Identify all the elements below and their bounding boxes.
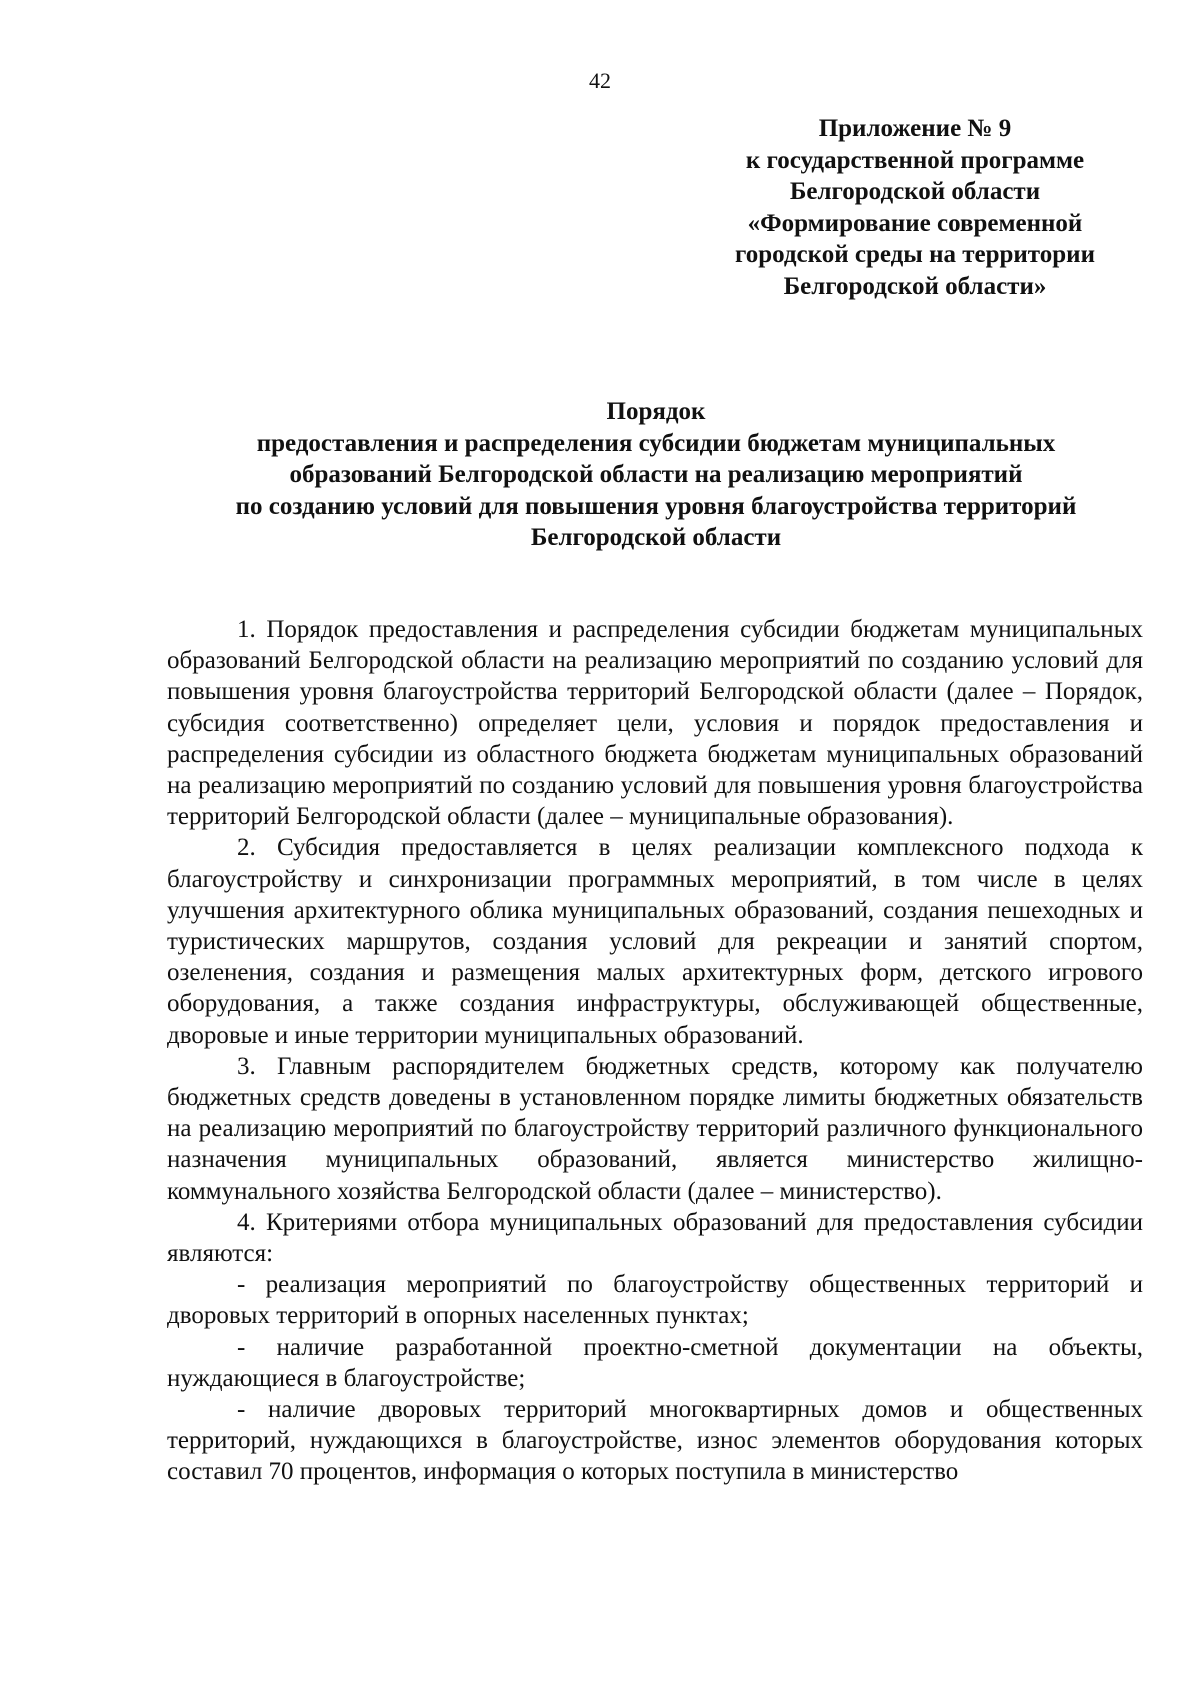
title-line: образований Белгородской области на реализацию мероприятий bbox=[289, 461, 1023, 488]
title-line: предоставления и распределения субсидии бюджетам муниципальных bbox=[256, 429, 1056, 457]
title-line: Белгородской области bbox=[530, 524, 782, 551]
page-number: 42 bbox=[589, 68, 611, 93]
criteria-item-2: - наличие разработанной проектно-сметной документации на объекты, нуждающиеся в благоустройстве; bbox=[167, 1333, 1143, 1392]
document-body bbox=[167, 614, 1143, 1488]
title-line: Порядок bbox=[606, 398, 706, 425]
criteria-item-3: - наличие дворовых территорий многоквартирных домов и общественных территорий, нуждающихся в благоустройстве, износ элементов оборудования которых составил 70 процентов, информация о которых поступила в министерство bbox=[167, 1396, 1143, 1486]
paragraph-2: 2. Субсидия предоставляется в целях реализации комплексного подхода к благоустройству и синхронизации программных мероприятий, в том числе в целях улучшения архитектурного облика муниципальных образований, создания пешеходных и туристических маршрутов, создания условий для рекреации и занятий спортом, озеленения, создания и размещения малых архитектурных форм, детского игрового оборудования, а также создания инфраструктуры, обслуживающей общественные, дворовые и иные территории муниципальных образований. bbox=[167, 834, 1143, 1049]
paragraph-4: 4. Критериями отбора муниципальных образований для предоставления субсидии являются: bbox=[167, 1208, 1143, 1268]
appendix-line: городской среды на территории bbox=[735, 241, 1095, 268]
document-title bbox=[150, 396, 1162, 554]
appendix-line: «Формирование современной bbox=[747, 209, 1083, 237]
title-line: по созданию условий для повышения уровня благоустройства территорий bbox=[235, 492, 1077, 520]
appendix-header bbox=[700, 113, 1130, 302]
paragraph-1: 1. Порядок предоставления и распределения субсидии бюджетам муниципальных образований Белгородской области на реализацию мероприятий по созданию условий для повышения уровня благоустройства территорий Белгородской области (далее – Порядок, субсидия соответственно) определяет цели, условия и порядок предоставления и распределения субсидии из областного бюджета бюджетам муниципальных образований на реализацию мероприятий по созданию условий для повышения уровня благоустройства территорий Белгородской области (далее – муниципальные образования). bbox=[167, 616, 1143, 831]
appendix-line: к государственной программе bbox=[745, 146, 1085, 174]
appendix-line: Белгородской области bbox=[789, 178, 1041, 205]
appendix-line: Приложение № 9 bbox=[818, 115, 1012, 142]
criteria-item-1: - реализация мероприятий по благоустройству общественных территорий и дворовых территорий в опорных населенных пунктах; bbox=[167, 1271, 1143, 1330]
appendix-line: Белгородской области» bbox=[783, 272, 1047, 300]
paragraph-3: 3. Главным распорядителем бюджетных средств, которому как получателю бюджетных средств доведены в установленном порядке лимиты бюджетных обязательств на реализацию мероприятий по благоустройству территорий различного функционального назначения муниципальных образований, является министерство жилищно-коммунального хозяйства Белгородской области (далее – министерство). bbox=[167, 1052, 1143, 1205]
